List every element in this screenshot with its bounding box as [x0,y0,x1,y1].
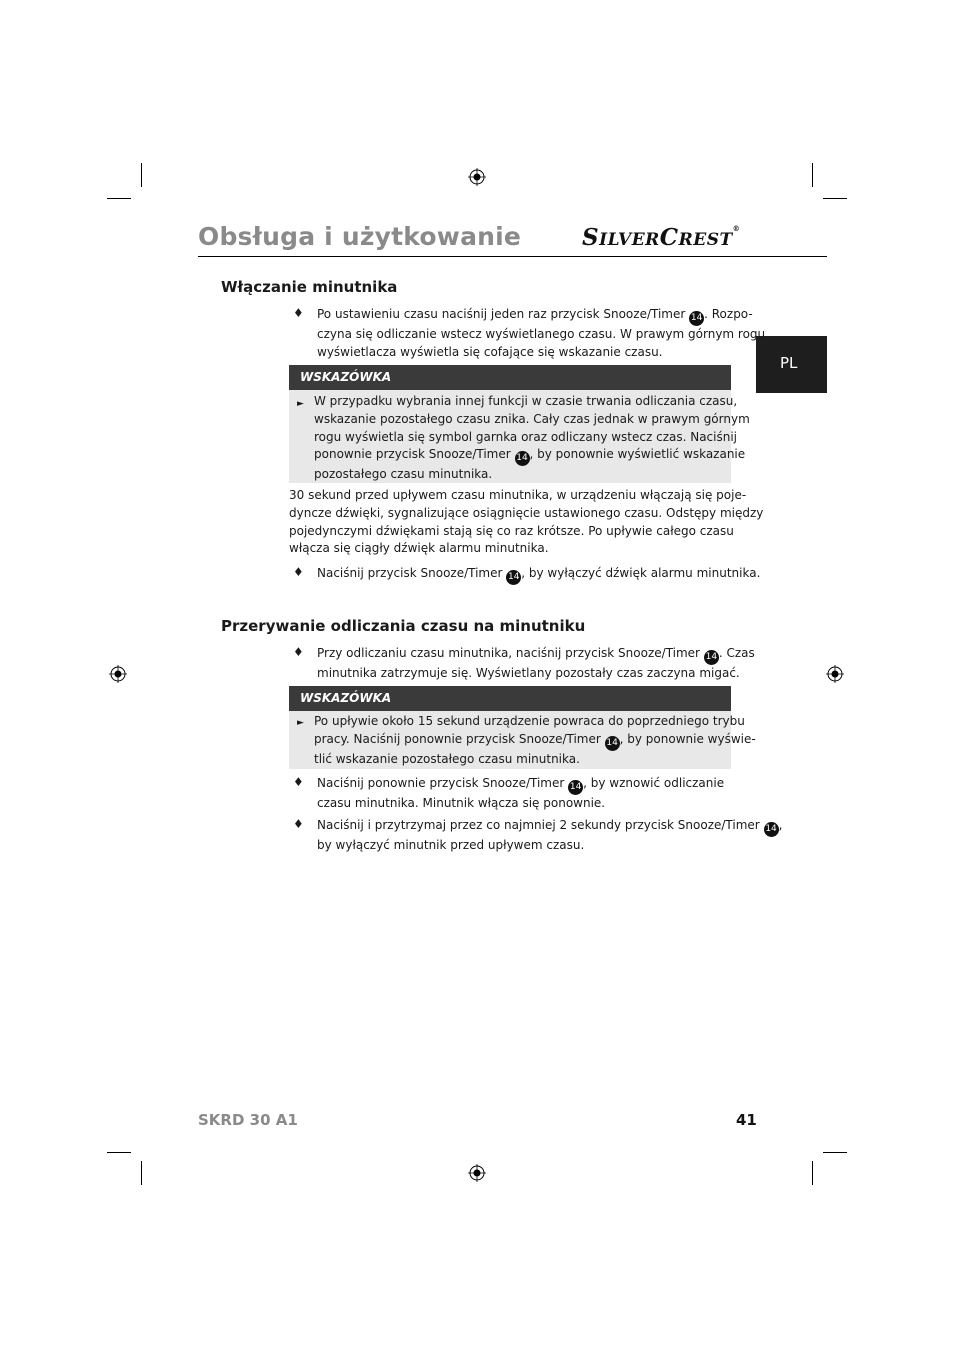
body-paragraph: 30 sekund przed upływem czasu minutnika, w urządzeniu włączają się poje- dyncze dźwięki, sygnalizujące osiągnięcie ustawionego czasu. Odstępy między pojedynczymi dźwiękami stają się co raz krótsze. Po upływie całego czasu włącza się ciągły dźwięk alarmu minutnika. [289,488,764,556]
note-title: WSKAZÓWKA [289,365,731,390]
bullet-text: Naciśnij i przytrzymaj przez co najmniej 2 sekundy przycisk Snooze/Timer 14 , by wyłączyć minutnik przed upływem czasu. [317,818,783,852]
bullet-icon: ♦ [293,565,304,579]
section-heading-start-timer: Włączanie minutnika [221,278,398,296]
arrow-icon: ► [297,399,304,409]
section-heading-pause-timer: Przerywanie odliczania czasu na minutniku [221,617,586,635]
bullet-icon: ♦ [293,645,304,659]
bullet-text: Po ustawieniu czasu naciśnij jeden raz przycisk Snooze/Timer 14 . Rozpo- czyna się odliczanie wstecz wyświetlanego czasu. W prawym górnym rogu wyświetlacza wyświetla się cofające się wskazanie czasu. [317,307,766,359]
crop-mark [107,198,131,199]
page-title: Obsługa i użytkowanie [198,222,522,251]
bullet-icon: ♦ [293,775,304,789]
ref-number-badge: 14 [506,570,521,585]
registration-mark-icon [468,168,486,186]
bullet-text: Naciśnij przycisk Snooze/Timer 14 , by wyłączyć dźwięk alarmu minutnika. [317,565,760,585]
registration-mark-icon [468,1164,486,1182]
ref-number-badge: 14 [704,650,719,665]
ref-number-badge: 14 [515,451,530,466]
note-box [289,365,750,483]
ref-number-badge: 14 [568,780,583,795]
registration-mark-icon [826,665,844,683]
crop-mark [141,163,142,187]
crop-mark [823,1152,847,1153]
note-text: W przypadku wybrania innej funkcji w czasie trwania odliczania czasu, wskazanie pozostałego czasu znika. Cały czas jednak w prawym górnym rogu wyświetla się symbol garnka oraz odliczany wstecz czas. Naciśnij ponownie przycisk Snooze/Timer 14 , by ponownie wyświetlić wskazanie pozostałego czasu minutnika. [314,394,750,482]
arrow-icon: ► [297,718,304,728]
registration-mark-icon [109,665,127,683]
bullet-text: Przy odliczaniu czasu minutnika, naciśnij przycisk Snooze/Timer 14 . Czas minutnika zatrzymuje się. Wyświetlany pozostały czas zaczyna migać. [317,646,755,680]
crop-mark [812,1161,813,1185]
note-title: WSKAZÓWKA [289,686,731,711]
ref-number-badge: 14 [764,822,779,837]
language-tab: PL [756,336,827,393]
header-divider [198,256,827,257]
note-text: Po upływie około 15 sekund urządzenie powraca do poprzedniego trybu pracy. Naciśnij ponownie przycisk Snooze/Timer 14 , by ponownie wyświe- tlić wskazanie pozostałego czasu minutnika. [314,714,756,766]
note-box [289,686,756,769]
bullet-text: Naciśnij ponownie przycisk Snooze/Timer 14 , by wznowić odliczanie czasu minutnika. Minutnik włącza się ponownie. [317,776,725,810]
bullet-icon: ♦ [293,306,304,320]
crop-mark [141,1161,142,1185]
ref-number-badge: 14 [689,311,704,326]
ref-number-badge: 14 [605,736,620,751]
footer-model: SKRD 30 A1 [198,1111,298,1129]
crop-mark [107,1152,131,1153]
crop-mark [812,163,813,187]
brand-logo: SILVERCREST® [582,224,741,251]
page-number: 41 [736,1111,757,1129]
bullet-icon: ♦ [293,817,304,831]
crop-mark [823,198,847,199]
